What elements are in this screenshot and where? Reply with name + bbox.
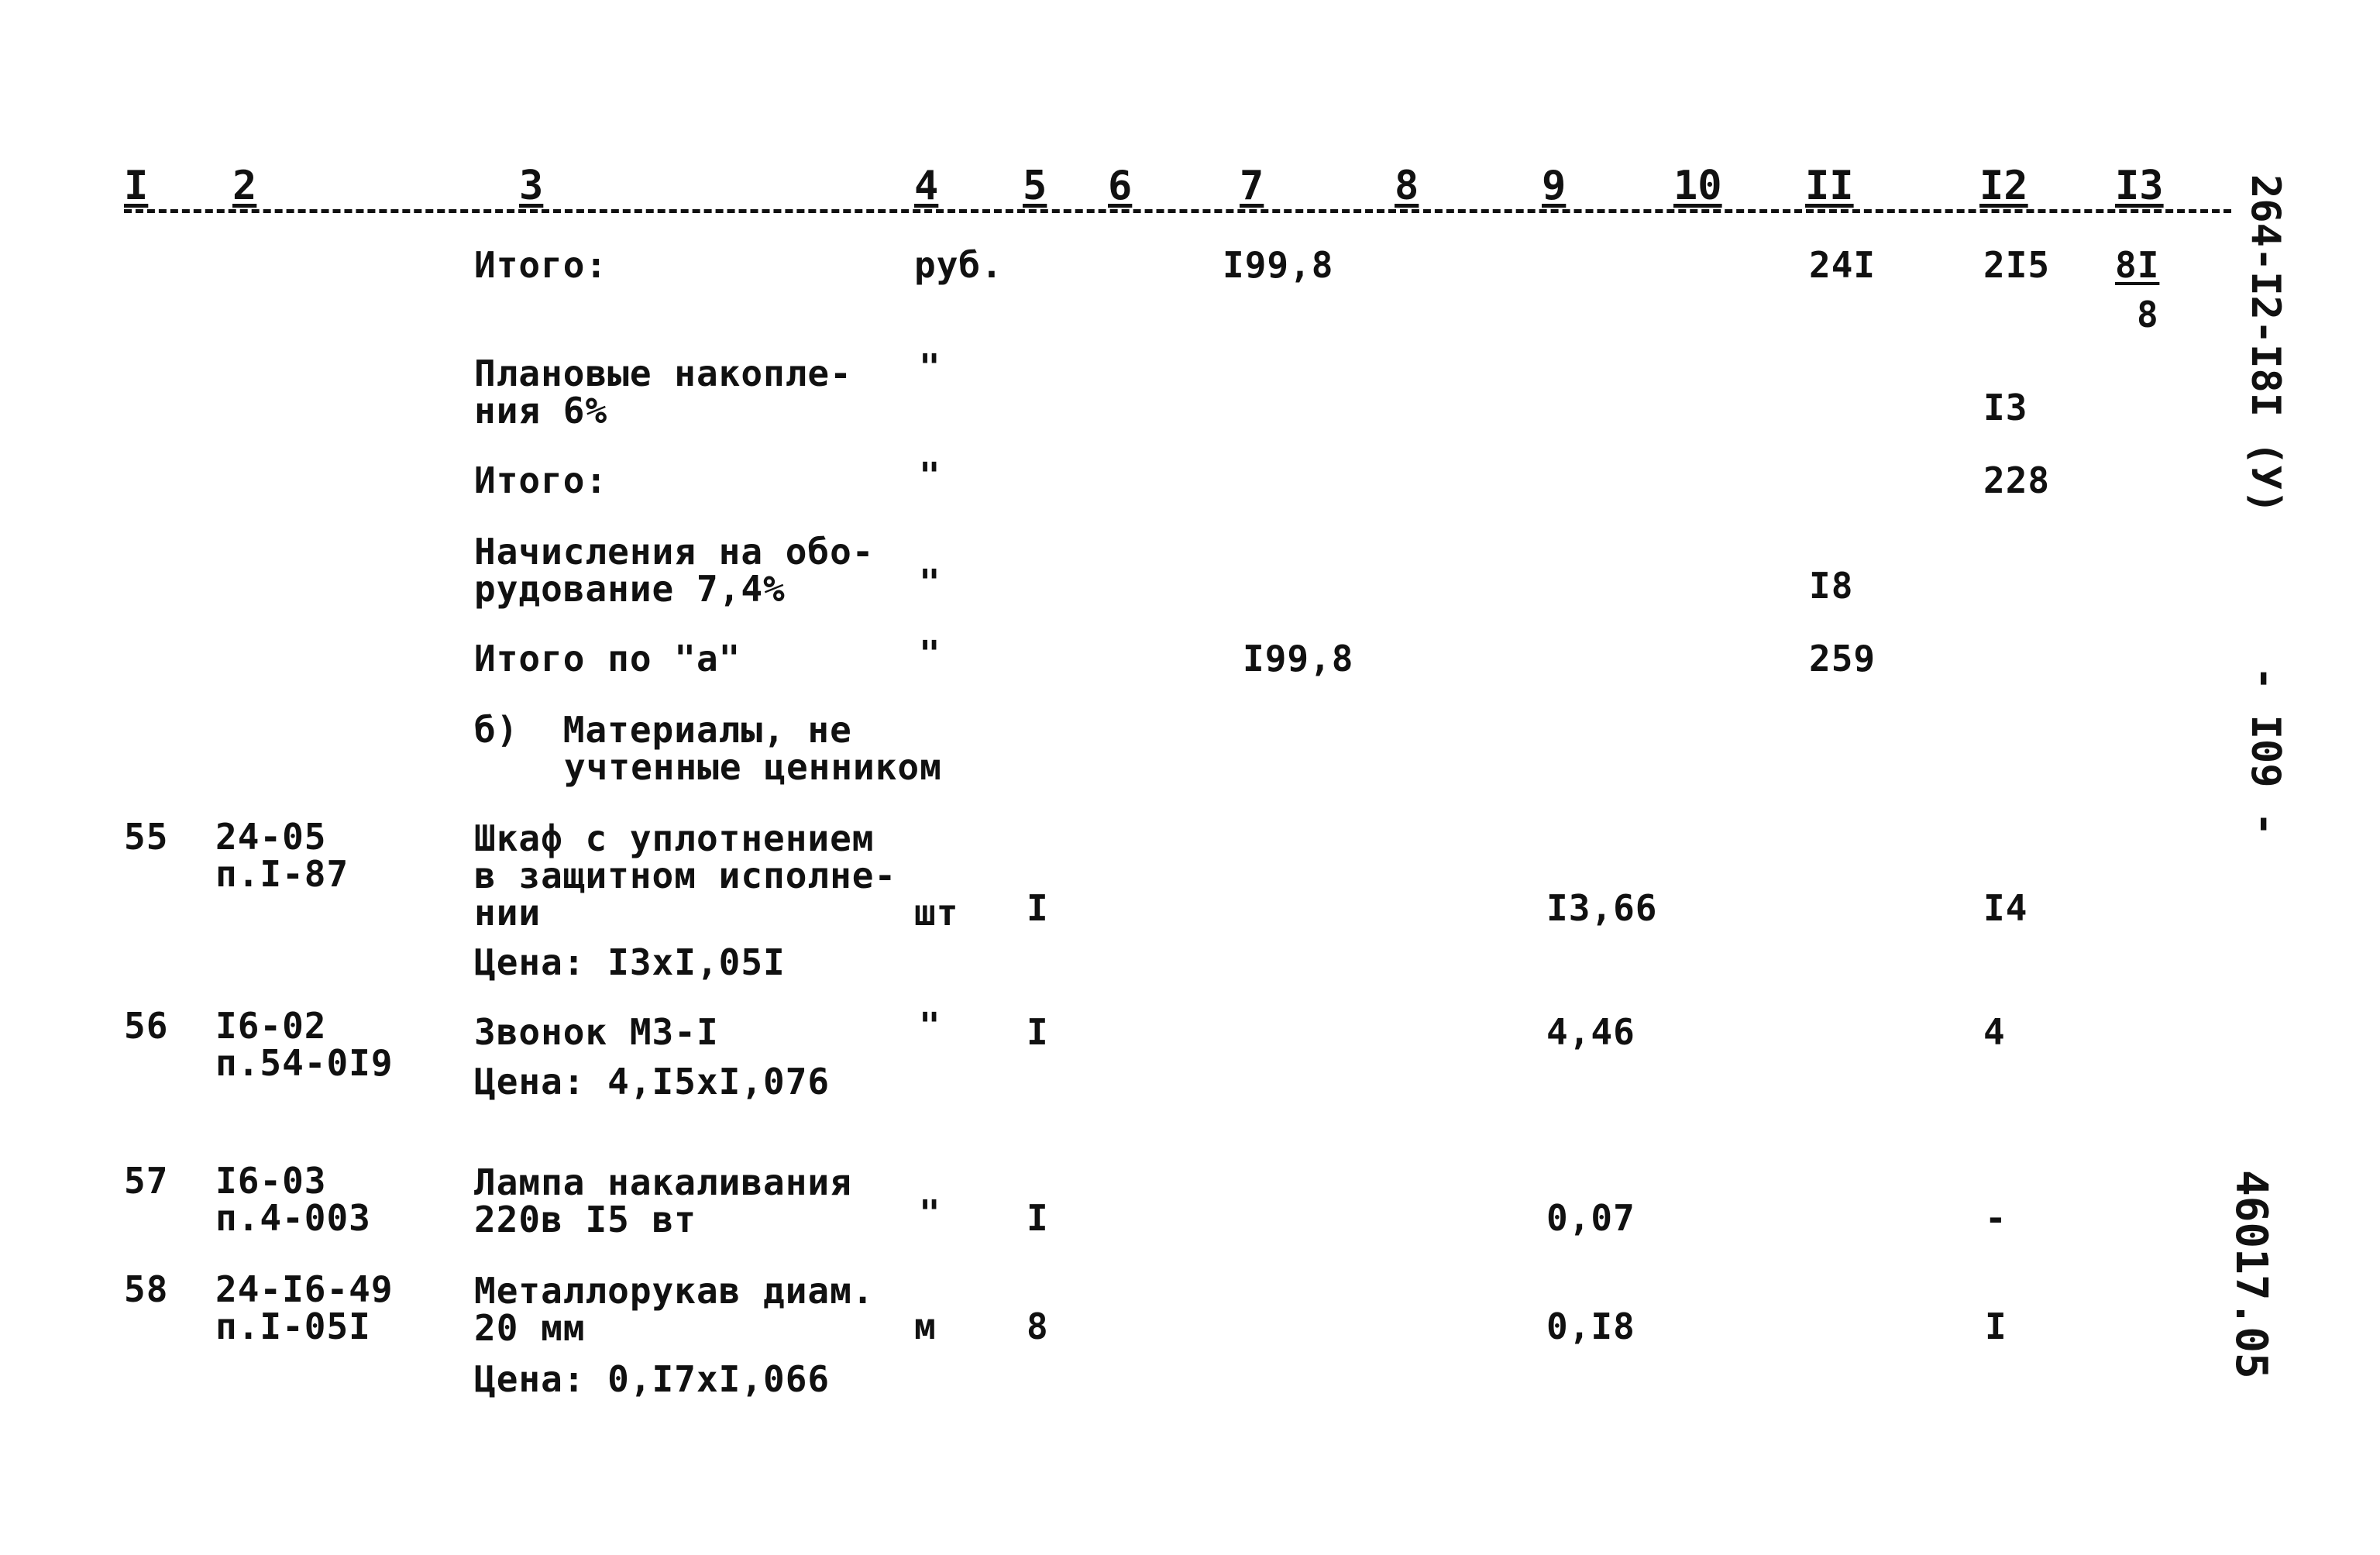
col12-value: 2I5 bbox=[1983, 244, 2051, 286]
section-title-line1: б) Материалы, не bbox=[474, 709, 852, 751]
col9-value: 0,I8 bbox=[1546, 1306, 1635, 1347]
col13-fraction-bottom: 8 bbox=[2137, 294, 2159, 335]
row-quantity: I bbox=[1027, 1197, 1049, 1239]
col12-value: I4 bbox=[1983, 887, 2028, 929]
row-name-line3: нии bbox=[474, 892, 542, 934]
col7-value: I99,8 bbox=[1223, 244, 1334, 286]
row-price-note: Цена: I3xI,05I bbox=[474, 941, 786, 983]
row-name-line1: Плановые накопле- bbox=[474, 353, 852, 394]
row-code-line1: 24-05 bbox=[215, 816, 327, 858]
row-name-line2: 220в I5 вт bbox=[474, 1199, 696, 1240]
row-code-line2: п.I-87 bbox=[215, 853, 349, 895]
col-header-9: 9 bbox=[1542, 163, 1567, 209]
row-quantity: 8 bbox=[1027, 1306, 1049, 1347]
col7-value: I99,8 bbox=[1243, 638, 1354, 679]
row-code-line1: I6-03 bbox=[215, 1160, 327, 1202]
row-number: 55 bbox=[124, 816, 169, 858]
row-name-line2: ния 6% bbox=[474, 390, 608, 432]
row-name-line1: Лампа накаливания bbox=[474, 1161, 852, 1203]
row-unit: " bbox=[919, 562, 941, 604]
col11-value: 24I bbox=[1809, 244, 1876, 286]
row-code-line2: п.54-0I9 bbox=[215, 1042, 394, 1084]
row-code-line1: 24-I6-49 bbox=[215, 1268, 394, 1310]
col12-value: I3 bbox=[1983, 387, 2028, 428]
page-number: - I09 - bbox=[2242, 666, 2289, 837]
col9-value: 4,46 bbox=[1546, 1011, 1635, 1053]
row-unit: " bbox=[919, 455, 941, 497]
row-name-line1: Шкаф с уплотнением bbox=[474, 817, 875, 859]
row-name: Итого по "а" bbox=[474, 638, 741, 679]
col-header-1: I bbox=[124, 163, 149, 209]
col-header-2: 2 bbox=[232, 163, 257, 209]
col12-value: I bbox=[1985, 1306, 2007, 1347]
row-unit: руб. bbox=[914, 244, 1003, 286]
col9-value: 0,07 bbox=[1546, 1197, 1635, 1239]
col-header-10: 10 bbox=[1673, 163, 1722, 209]
document-code: 264-I2-I8I (У) bbox=[2242, 174, 2289, 514]
col12-value: 228 bbox=[1983, 459, 2051, 501]
col-header-11: II bbox=[1805, 163, 1854, 209]
row-quantity: I bbox=[1027, 887, 1049, 929]
row-name-line2: рудование 7,4% bbox=[474, 568, 786, 610]
row-name-line2: в защитном исполне- bbox=[474, 855, 897, 896]
row-number: 57 bbox=[124, 1160, 169, 1202]
row-quantity: I bbox=[1027, 1011, 1049, 1053]
col-header-3: 3 bbox=[519, 163, 544, 209]
row-number: 56 bbox=[124, 1005, 169, 1047]
col-header-7: 7 bbox=[1240, 163, 1264, 209]
row-unit: " bbox=[919, 1192, 941, 1234]
row-name-line1: Начисления на обо- bbox=[474, 531, 875, 573]
row-name-line2: 20 мм bbox=[474, 1307, 586, 1349]
row-name-line1: Металлорукав диам. bbox=[474, 1270, 875, 1312]
col-header-6: 6 bbox=[1108, 163, 1133, 209]
row-price-note: Цена: 0,I7xI,066 bbox=[474, 1358, 831, 1400]
col-header-12: I2 bbox=[1979, 163, 2028, 209]
col12-value: 4 bbox=[1983, 1011, 2006, 1053]
stamp-number: 46017.05 bbox=[2226, 1170, 2276, 1379]
row-unit: " bbox=[919, 1005, 941, 1047]
row-unit: м bbox=[914, 1306, 937, 1347]
row-code-line1: I6-02 bbox=[215, 1005, 327, 1047]
col13-fraction-top: 8I bbox=[2115, 244, 2160, 286]
col-header-8: 8 bbox=[1395, 163, 1419, 209]
row-unit: " bbox=[919, 346, 941, 388]
row-code-line2: п.I-05I bbox=[215, 1306, 371, 1347]
col-header-5: 5 bbox=[1023, 163, 1047, 209]
col9-value: I3,66 bbox=[1546, 887, 1658, 929]
row-name: Звонок МЗ-I bbox=[474, 1011, 719, 1053]
header-dashed-rule bbox=[124, 209, 2231, 213]
col11-value: I8 bbox=[1809, 565, 1854, 607]
row-name: Итого: bbox=[474, 459, 608, 501]
row-number: 58 bbox=[124, 1268, 169, 1310]
row-unit: " bbox=[919, 633, 941, 675]
row-price-note: Цена: 4,I5xI,076 bbox=[474, 1061, 831, 1103]
col-header-13: I3 bbox=[2115, 163, 2164, 209]
row-name: Итого: bbox=[474, 244, 608, 286]
col11-value: 259 bbox=[1809, 638, 1876, 679]
row-code-line2: п.4-003 bbox=[215, 1197, 371, 1239]
row-unit: шт bbox=[914, 892, 959, 934]
section-title-line2: учтенные ценником bbox=[564, 746, 942, 788]
col-header-4: 4 bbox=[914, 163, 939, 209]
col12-value: - bbox=[1985, 1197, 2007, 1239]
